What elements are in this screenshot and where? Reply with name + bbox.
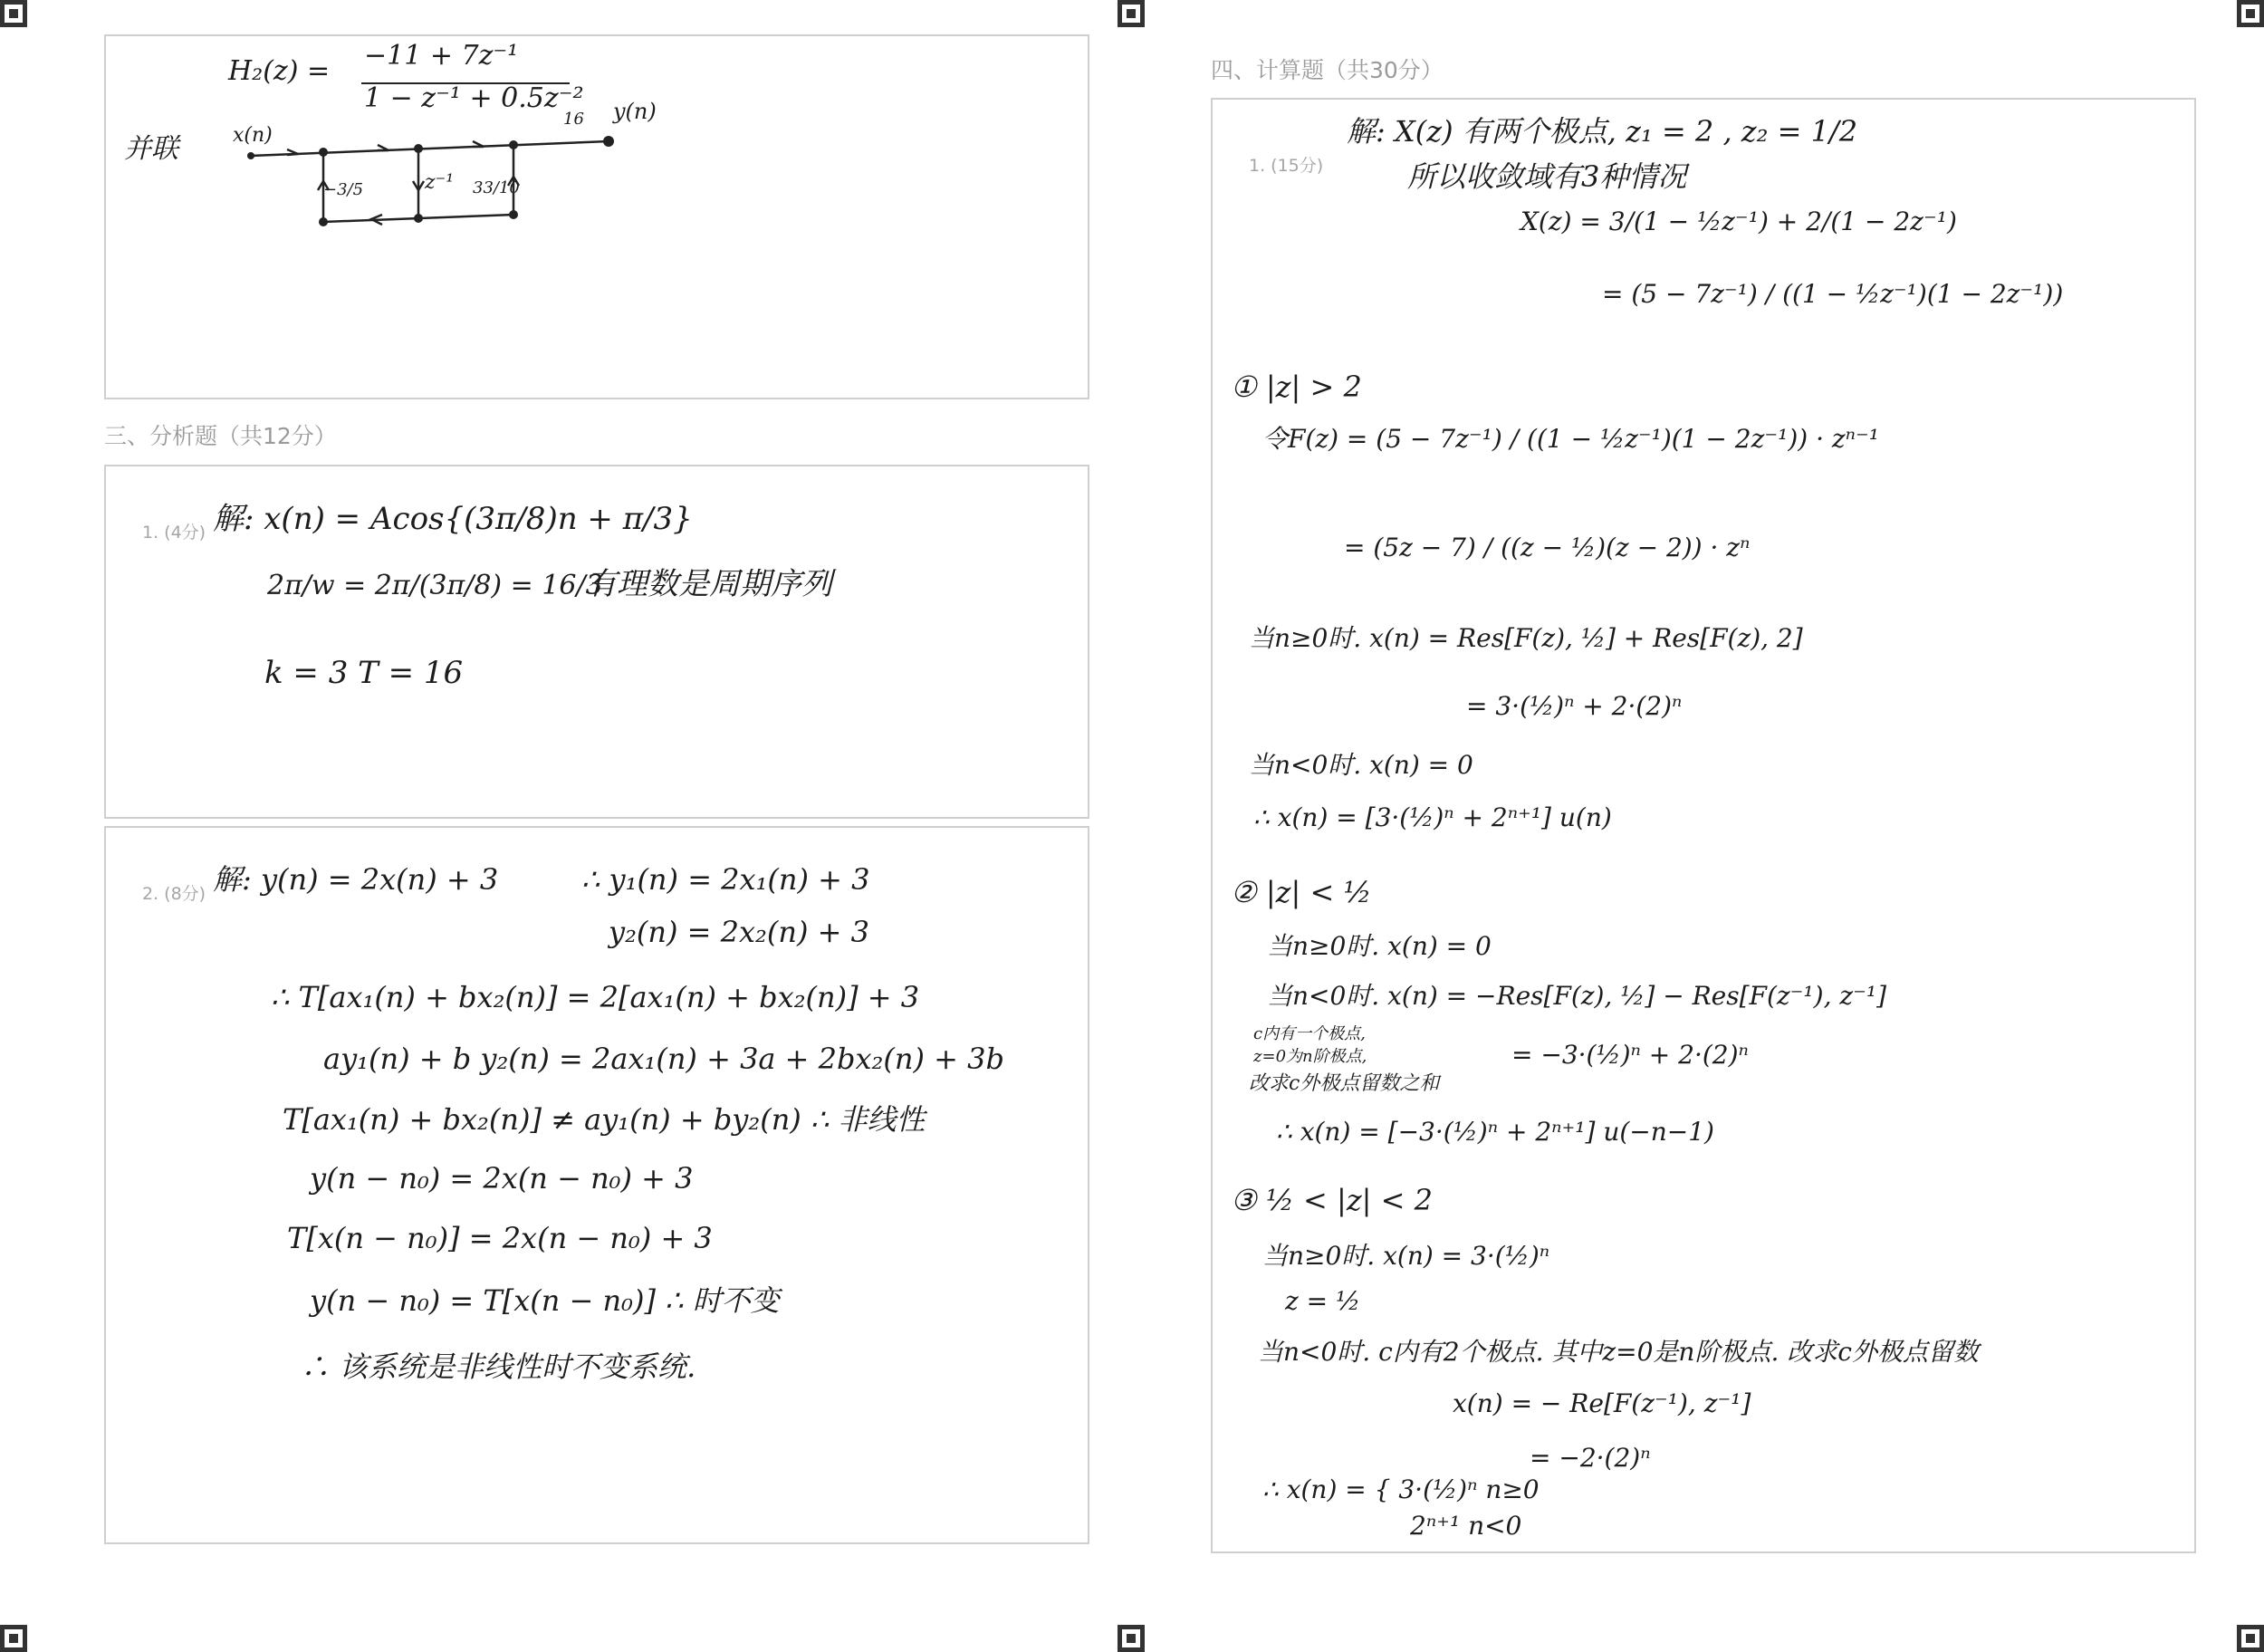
corner-marker-bottom-center bbox=[1118, 1625, 1145, 1652]
coef-b-label: 33/10 bbox=[473, 178, 520, 197]
signal-flow-diagram bbox=[106, 36, 1091, 401]
question-number-4-1: 1. (15分) bbox=[1249, 156, 1324, 176]
q4-1-line-2: 所以收敛域有3种情况 bbox=[1407, 159, 1687, 194]
signal-flow-input-label: x(n) bbox=[233, 124, 273, 147]
h2-numerator: −11 + 7z⁻¹ bbox=[364, 40, 519, 72]
case-2-note-1: c内有一个极点, bbox=[1253, 1024, 1366, 1043]
case-3-line-e: = −2·(2)ⁿ bbox=[1530, 1443, 1651, 1473]
corner-marker-top-center bbox=[1118, 0, 1145, 27]
case-1-line-e: 当n<0时. x(n) = 0 bbox=[1249, 750, 1473, 780]
h2-lhs: H₂(z) = bbox=[228, 55, 331, 87]
delay-label: z⁻¹ bbox=[425, 171, 455, 194]
corner-marker-bottom-right bbox=[2237, 1625, 2264, 1652]
case-1-line-a: 令F(z) = (5 − 7z⁻¹) / ((1 − ½z⁻¹)(1 − 2z⁻¹)) · zⁿ⁻¹ bbox=[1262, 424, 1879, 454]
q3-1-line-3: k = 3 T = 16 bbox=[264, 655, 464, 691]
case-2-note-3: 改求c外极点留数之和 bbox=[1249, 1072, 1440, 1095]
case-3-heading: ③ ½ < |z| < 2 bbox=[1231, 1183, 1433, 1217]
case-2-line-b: 当n<0时. x(n) = −Res[F(z), ½] − Res[F(z⁻¹), z⁻¹] bbox=[1267, 981, 1887, 1011]
case-3-line-f: ∴ x(n) = { 3·(½)ⁿ n≥0 bbox=[1262, 1474, 1540, 1504]
q3-2-line-6: y(n − n₀) = 2x(n − n₀) + 3 bbox=[310, 1161, 694, 1196]
q4-1-line-1: 解: X(z) 有两个极点, z₁ = 2 , z₂ = 1/2 bbox=[1347, 114, 1858, 149]
case-3-line-b: z = ½ bbox=[1285, 1286, 1361, 1316]
case-3-line-c: 当n<0时. c内有2个极点. 其中z=0是n阶极点. 改求c外极点留数 bbox=[1258, 1337, 1979, 1367]
q3-2-line-1a: 解: y(n) = 2x(n) + 3 bbox=[213, 862, 499, 897]
q3-2-line-9: ∴ 该系统是非线性时不变系统. bbox=[301, 1349, 696, 1384]
case-3-line-a: 当n≥0时. x(n) = 3·(½)ⁿ bbox=[1262, 1241, 1550, 1271]
case-2-line-c: = −3·(½)ⁿ + 2·(2)ⁿ bbox=[1511, 1040, 1749, 1070]
case-2-heading: ② |z| < ½ bbox=[1231, 875, 1372, 909]
q3-1-line-2-note: 有理数是周期序列 bbox=[586, 566, 832, 602]
q3-2-line-8: y(n − n₀) = T[x(n − n₀)] ∴ 时不变 bbox=[310, 1283, 780, 1318]
case-3-line-g: 2ⁿ⁺¹ n<0 bbox=[1410, 1511, 1522, 1541]
part3-section-title: 三、分析题（共12分） bbox=[104, 423, 337, 449]
h2-denominator: 1 − z⁻¹ + 0.5z⁻² bbox=[364, 82, 584, 114]
q3-2-line-5: T[ax₁(n) + bx₂(n)] ≠ ay₁(n) + by₂(n) ∴ 非线性 bbox=[283, 1102, 926, 1137]
q3-2-line-2: y₂(n) = 2x₂(n) + 3 bbox=[609, 915, 869, 949]
corner-marker-top-left bbox=[0, 0, 27, 27]
answer-box-q3-2 bbox=[104, 826, 1089, 1544]
q4-1-line-4: = (5 − 7z⁻¹) / ((1 − ½z⁻¹)(1 − 2z⁻¹)) bbox=[1602, 279, 2064, 309]
answer-box-q3-1 bbox=[104, 465, 1089, 819]
part4-section-title: 四、计算题（共30分） bbox=[1211, 57, 1444, 83]
coef-a-label: −3/5 bbox=[323, 180, 364, 199]
answer-box-q4-1 bbox=[1211, 98, 2196, 1553]
corner-marker-bottom-left bbox=[0, 1625, 27, 1652]
q3-1-line-2: 2π/w = 2π/(3π/8) = 16/3 bbox=[267, 570, 603, 601]
question-number-3-1: 1. (4分) bbox=[142, 523, 206, 543]
q4-1-line-3: X(z) = 3/(1 − ½z⁻¹) + 2/(1 − 2z⁻¹) bbox=[1521, 206, 1957, 236]
case-2-line-d: ∴ x(n) = [−3·(½)ⁿ + 2ⁿ⁺¹] u(−n−1) bbox=[1276, 1117, 1714, 1147]
q3-2-line-3: ∴ T[ax₁(n) + bx₂(n)] = 2[ax₁(n) + bx₂(n)] + 3 bbox=[271, 980, 920, 1014]
case-1-line-c: 当n≥0时. x(n) = Res[F(z), ½] + Res[F(z), 2] bbox=[1249, 623, 1803, 653]
case-3-line-d: x(n) = − Re[F(z⁻¹), z⁻¹] bbox=[1453, 1388, 1751, 1418]
answer-box-h2-structure bbox=[104, 34, 1089, 399]
parallel-label: 并联 bbox=[124, 133, 178, 165]
case-1-line-f: ∴ x(n) = [3·(½)ⁿ + 2ⁿ⁺¹] u(n) bbox=[1253, 802, 1612, 832]
case-1-line-d: = 3·(½)ⁿ + 2·(2)ⁿ bbox=[1466, 691, 1683, 721]
question-number-3-2: 2. (8分) bbox=[142, 884, 206, 904]
q3-2-line-7: T[x(n − n₀)] = 2x(n − n₀) + 3 bbox=[287, 1221, 713, 1255]
case-2-line-a: 当n≥0时. x(n) = 0 bbox=[1267, 931, 1492, 961]
case-1-heading: ① |z| > 2 bbox=[1231, 370, 1362, 404]
case-1-line-b: = (5z − 7) / ((z − ½)(z − 2)) · zⁿ bbox=[1344, 533, 1751, 562]
q3-2-line-4: ay₁(n) + b y₂(n) = 2ax₁(n) + 3a + 2bx₂(n) + 3b bbox=[323, 1042, 1004, 1076]
corner-marker-top-right bbox=[2237, 0, 2264, 27]
q3-2-line-1b: ∴ y₁(n) = 2x₁(n) + 3 bbox=[581, 862, 870, 897]
case-2-note-2: z=0为n阶极点, bbox=[1253, 1047, 1367, 1066]
signal-flow-output-label: y(n) bbox=[613, 99, 657, 124]
q3-1-line-1: 解: x(n) = Acos{(3π/8)n + π/3} bbox=[213, 501, 693, 537]
gain-16-label: 16 bbox=[563, 110, 584, 129]
